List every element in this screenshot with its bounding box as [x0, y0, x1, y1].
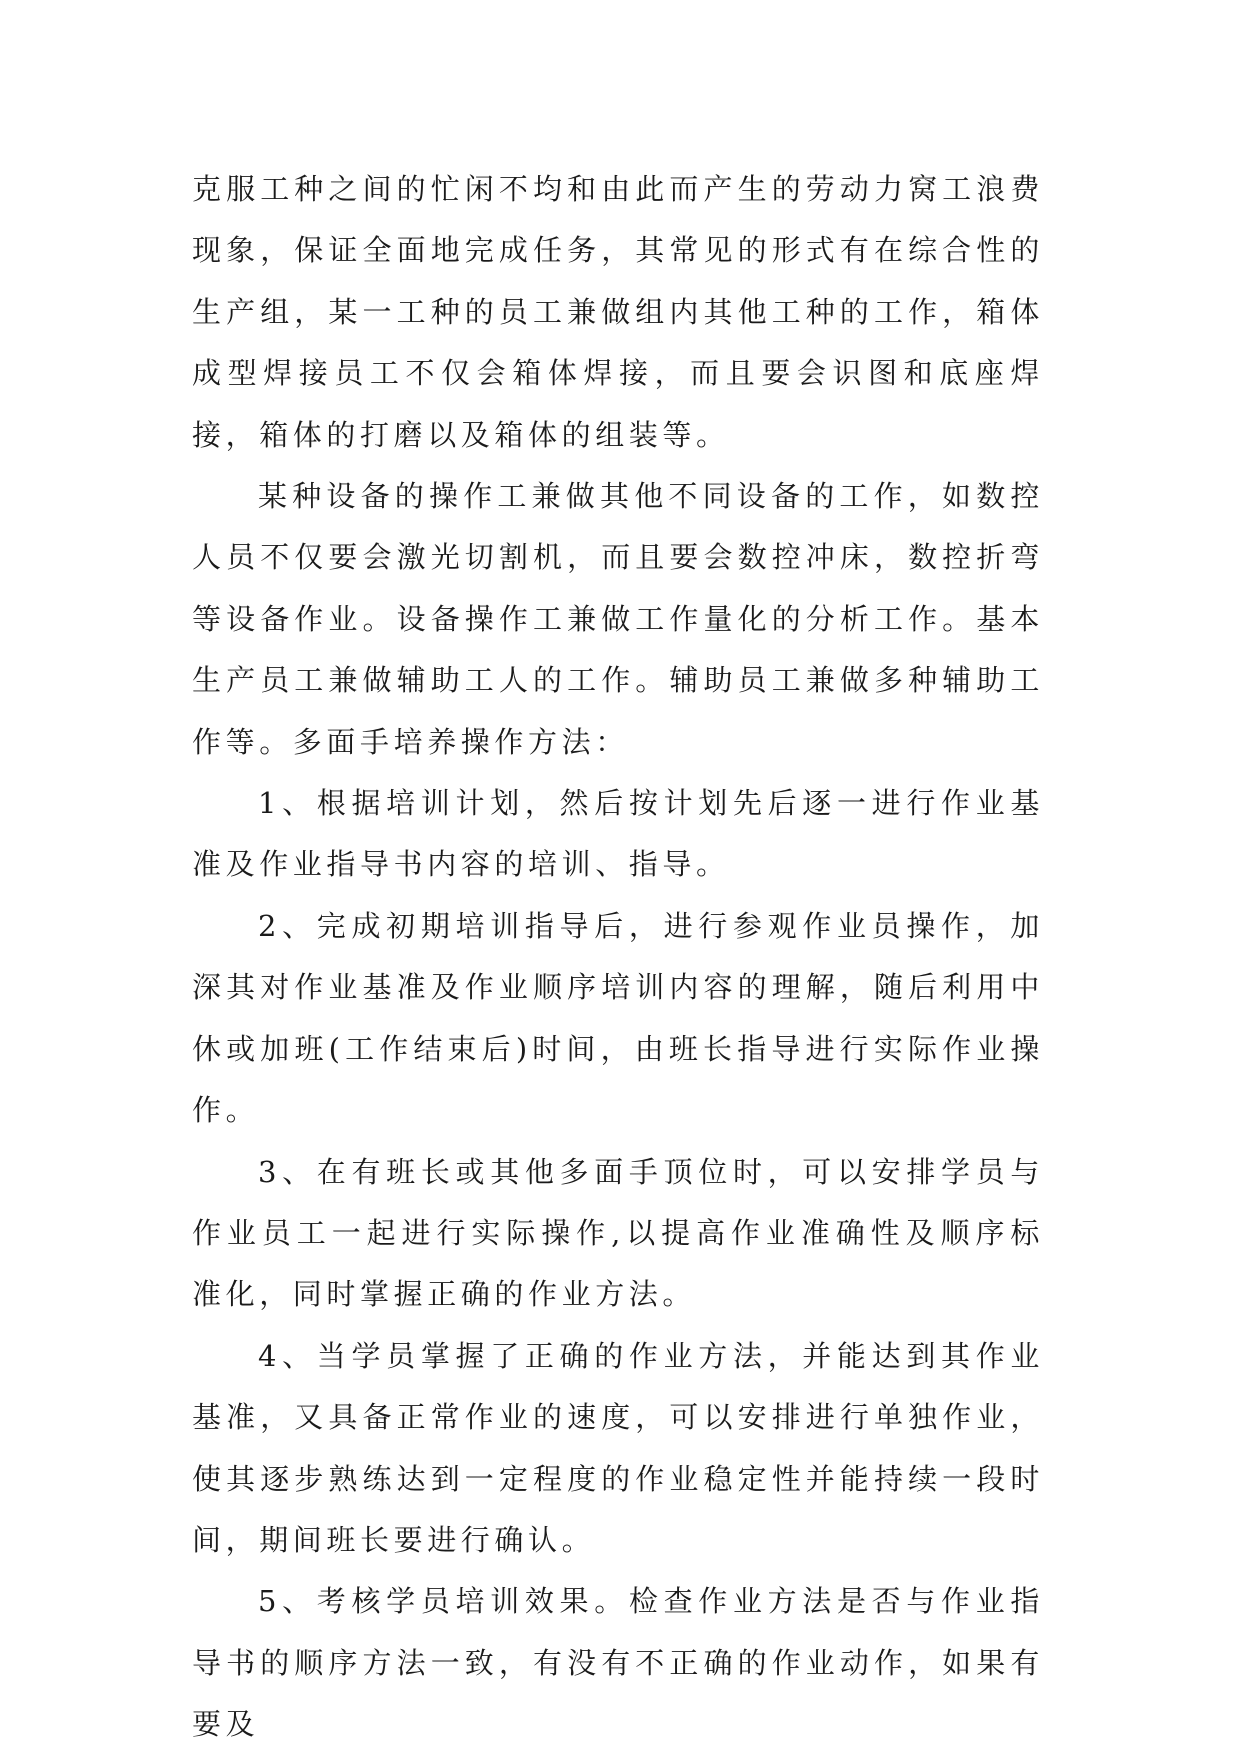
- paragraph-step-1: 1、根据培训计划，然后按计划先后逐一进行作业基准及作业指导书内容的培训、指导。: [192, 786, 1044, 882]
- paragraph-step-3: 3、在有班长或其他多面手顶位时，可以安排学员与作业员工一起进行实际操作,以提高作业准确性及顺序标准化，同时掌握正确的作业方法。: [192, 1154, 1044, 1312]
- document-body: [192, 159, 1044, 1756]
- paragraph-1: 克服工种之间的忙闲不均和由此而产生的劳动力窝工浪费现象，保证全面地完成任务，其常见的形式有在综合性的生产组，某一工种的员工兼做组内其他工种的工作，箱体成型焊接员工不仅会箱体焊接，而且要会识图和底座焊接，箱体的打磨以及箱体的组装等。: [192, 172, 1044, 452]
- paragraph-step-5: 5、考核学员培训效果。检查作业方法是否与作业指导书的顺序方法一致，有没有不正确的作业动作，如果有要及: [192, 1584, 1044, 1742]
- paragraph-2: 某种设备的操作工兼做其他不同设备的工作，如数控人员不仅要会激光切割机，而且要会数控冲床，数控折弯等设备作业。设备操作工兼做工作量化的分析工作。基本生产员工兼做辅助工人的工作。辅助员工兼做多种辅助工作等。多面手培养操作方法：: [192, 479, 1044, 759]
- paragraph-step-4: 4、当学员掌握了正确的作业方法，并能达到其作业基准，又具备正常作业的速度，可以安排进行单独作业，使其逐步熟练达到一定程度的作业稳定性并能持续一段时间，期间班长要进行确认。: [192, 1338, 1044, 1557]
- paragraph-step-2: 2、完成初期培训指导后，进行参观作业员操作，加深其对作业基准及作业顺序培训内容的理解，随后利用中休或加班(工作结束后)时间，由班长指导进行实际作业操作。: [192, 908, 1044, 1128]
